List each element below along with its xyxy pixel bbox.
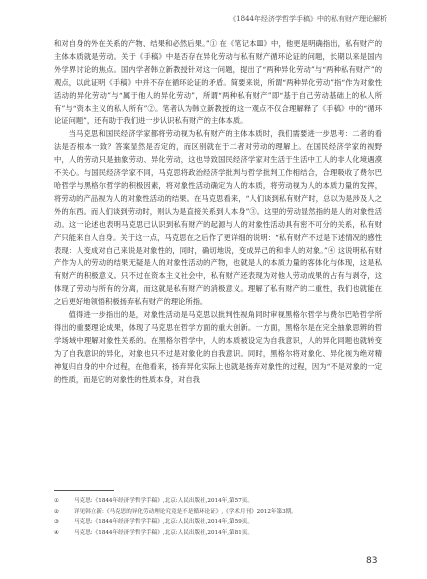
footnote-2 [54, 507, 384, 518]
footnote-1 [54, 496, 384, 507]
footnotes [54, 496, 384, 538]
footnote-marker: ③ [54, 519, 60, 526]
paragraph-2: 当马克思和国民经济学家都将劳动视为私有财产的主体本质时，我们需要进一步思考：二者的看法是否根本一致？答案显然是否定的，而区别就在于二者对劳动的理解上。在国民经济学家的视野中，人的劳动只是抽象劳动、异化劳动，这也导致国民经济学家对生活于生活中工人的非人化境遇漠不关心。与国民经济学家不同，马克思将政治经济学批判与哲学批判工作相结合，合理吸收了费尔巴哈哲学与黑格尔哲学的积极因素，将对象性活动确定为人的本质，将劳动视为人的本质力量的发挥，将劳动的产品视为人的对象性活动的结果。在马克思看来，“人们谈到私有财产时，总以为是涉及人之外的东西。而人们谈到劳动时，则认为是直接关系到人本身”③。这里的劳动显然指的是人的对象性活动。这一论述也表明马克思已认识到私有财产的起源与人的对象性活动具有密不可分的关系，私有财产只能来自人自身。关于这一点，马克思在之后作了更详细的说明：“私有财产不过是下述情况的感性表现：人变成对自己来说是对象性的，同时，确切地说，变成异己的和非人的对象。”④ 这说明私有财产作为人的劳动的结果无疑是人的对象性活动的产物，也就是人的本质力量的客体化与体现，这是私有财产的积极意义。只不过在资本主义社会中，私有财产还表现为对他人劳动成果的占有与剥夺，这体现了劳动与所有的分离，而这就是私有财产的消极意义。理解了私有财产的二重性，我们也就能在之后更好地领悟积极扬弃私有财产的理论所指。 [54, 129, 382, 307]
footnote-3 [54, 517, 384, 528]
body-text [54, 38, 382, 386]
footnote-text: 马克思:《1844年经济学哲学手稿》,北京:人民出版社,2014年,第59页。 [74, 519, 253, 526]
footnote-text: 详见韩立新:《马克思的异化劳动理论究竟是不是循环论证》,《学术月刊》2012年第3期。 [74, 508, 297, 515]
paragraph-1: 和对自身的外在关系的产物、结果和必然后果。”① 在《笔记本Ⅲ》中，他更是明确指出，私有财产的主体本质就是劳动。关于《手稿》中是否存在异化劳动与私有财产循环论证的问题，长期以来是国内外学界讨论的焦点。国内学者韩立新教授针对这一问题，提出了“两种异化劳动”与“两种私有财产”的观点，以此证明《手稿》中并不存在循环论证的矛盾。简要来说，所谓“两种异化劳动”指“作为对象性活动的异化劳动”与“属于他人的异化劳动”，所谓“两种私有财产”即“基于自己劳动基础上的私人所有”与“资本主义的私人所有”②。笔者认为韩立新教授的这一观点不仅合理解释了《手稿》中的“循环论证问题”，还有助于我们进一步认识私有财产的主体本质。 [54, 39, 382, 126]
footnote-text: 马克思:《1844年经济学哲学手稿》,北京:人民出版社,2014年,第81页。 [74, 529, 253, 536]
footnote-rule [54, 490, 114, 491]
running-head: 《1844年经济学哲学手稿》中的私有财产理论解析 [229, 15, 387, 23]
footnote-marker: ① [54, 498, 60, 504]
page-number: 83 [366, 556, 378, 566]
paragraph-3: 值得进一步指出的是，对象性活动是马克思以批判性视角同时审视黑格尔哲学与费尔巴哈哲学所得出的重要理论成果，体现了马克思在哲学方面的重大创新。一方面，黑格尔是在完全抽象思辨的哲学场域中理解对象性关系的。在黑格尔哲学中，人的本质被设定为自我意识，人的异化同题也就转变为了自我意识的异化，对象也只不过是对象化的自我意识。同时，黑格尔将对象化、异化视为绝对精神复归自身的中介过程，在他看来，扬弃异化实际上也就是扬弃对象性的过程，因为“不是对象的一定的性质，而是它的对象性的性质本身，对自我 [54, 310, 382, 384]
footnote-marker: ② [54, 508, 60, 515]
footnote-4 [54, 528, 384, 539]
footnote-text: 马克思:《1844年经济学哲学手稿》,北京:人民出版社,2014年,第57页。 [74, 498, 253, 504]
footnote-marker: ④ [54, 529, 60, 536]
